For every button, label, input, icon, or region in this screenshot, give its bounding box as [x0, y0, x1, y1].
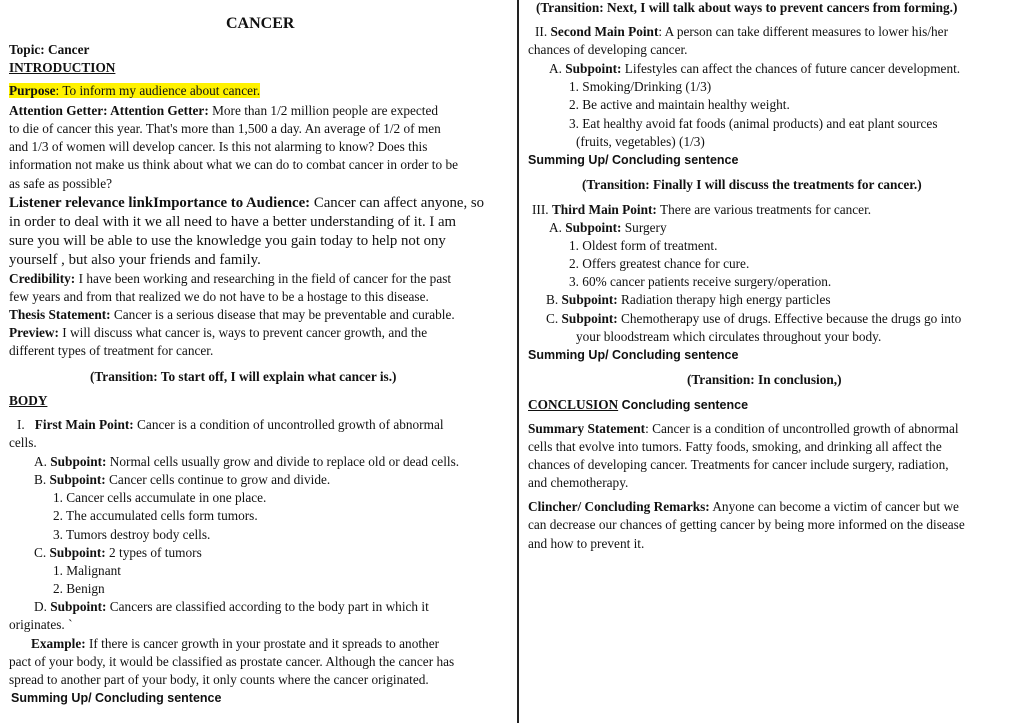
clincher-line-3: and how to prevent it. [528, 536, 645, 551]
example-label: Example: [31, 636, 86, 651]
example-line-2: pact of your body, it would be classified as prostate cancer. Although the cancer has [9, 654, 455, 669]
attention-getter [9, 103, 438, 119]
purpose-label: Purpose [9, 83, 56, 98]
preview-line-2: different types of treatment for cancer. [9, 343, 214, 358]
credibility-line-2: few years and from that realized we do not have to be a hostage to this disease. [9, 289, 429, 304]
subpoint-text: Radiation therapy high energy particles [617, 292, 831, 307]
second-main-point [535, 24, 948, 40]
relevance-text: Cancer can affect anyone, so [310, 195, 485, 211]
subpoint-b-treatment [546, 292, 831, 308]
subpoint-label: Subpoint: [565, 61, 622, 76]
subpoint-label: Subpoint: [50, 599, 107, 614]
subpoint-letter: B. [34, 472, 47, 487]
summary-text: : Cancer is a condition of uncontrolled growth of abnormal [645, 421, 959, 436]
transition-1: (Transition: To start off, I will explain what cancer is.) [90, 369, 397, 384]
summing-up-1: Summing Up/ Concluding sentence [11, 691, 222, 705]
subpoint-a [549, 61, 960, 77]
clincher-line-1 [528, 499, 959, 515]
credibility-text: I have been working and researching in the field of cancer for the past [75, 271, 452, 286]
summing-up-2: Summing Up/ Concluding sentence [528, 153, 739, 167]
conclusion-heading: CONCLUSION [528, 397, 619, 412]
summary-line-3: chances of developing cancer. Treatments for cancer include surgery, radiation, [528, 457, 949, 472]
list-item: 2. The accumulated cells form tumors. [53, 508, 258, 523]
summary-line-4: and chemotherapy. [528, 475, 629, 490]
main-point-label: Third Main Point: [551, 202, 657, 217]
subpoint-letter: D. [34, 599, 47, 614]
summing-up-3: Summing Up/ Concluding sentence [528, 348, 739, 362]
credibility-line-1 [9, 271, 451, 287]
main-point-number: II. [535, 24, 548, 39]
main-point-number: III. [532, 202, 549, 217]
main-point-text: There are various treatments for cancer. [656, 202, 872, 217]
relevance-line-2: in order to deal with it we all need to have a better understanding of it. I am [9, 214, 457, 230]
main-point-label: First Main Point: [34, 417, 134, 432]
subpoint-text: 2 types of tumors [105, 545, 202, 560]
subpoint-label: Subpoint: [561, 292, 618, 307]
subpoint-d-line-2: originates. ` [9, 617, 73, 632]
example-line-1 [31, 636, 439, 652]
relevance-label: Listener relevance linkImportance to Audience: [9, 195, 311, 211]
credibility-label: Credibility: [9, 271, 76, 286]
list-item: 1. Cancer cells accumulate in one place. [53, 490, 267, 505]
list-item: 3. Tumors destroy body cells. [53, 527, 211, 542]
topic-line: Topic: Cancer [9, 42, 90, 57]
subpoint-d [34, 599, 429, 615]
relevance-line-1 [9, 195, 484, 211]
thesis-label: Thesis Statement: [9, 307, 111, 322]
subpoint-text: Chemotherapy use of drugs. Effective because the drugs go into [617, 311, 962, 326]
example-text: If there is cancer growth in your prostate and it spreads to another [85, 636, 440, 651]
thesis-text: Cancer is a serious disease that may be preventable and curable. [110, 307, 455, 322]
subpoint-text: Lifestyles can affect the chances of future cancer development. [621, 61, 961, 76]
list-item: 3. 60% cancer patients receive surgery/operation. [569, 274, 832, 289]
list-item: 1. Malignant [53, 563, 121, 578]
body-heading: BODY [9, 393, 48, 408]
subpoint-label: Subpoint: [50, 454, 107, 469]
main-point-label: Second Main Point [550, 24, 659, 39]
attention-text: More than 1/2 million people are expected [208, 103, 439, 118]
subpoint-text: Normal cells usually grow and divide to replace old or dead cells. [106, 454, 460, 469]
introduction-heading: INTRODUCTION [9, 60, 116, 75]
purpose-line [9, 83, 260, 99]
main-point-text: Cancer is a condition of uncontrolled growth of abnormal [133, 417, 444, 432]
relevance-line-3: sure you will be able to use the knowledge you gain today to help not ony [9, 233, 446, 249]
relevance-line-4: yourself , but also your friends and family. [9, 252, 261, 268]
purpose-text: : To inform my audience about cancer. [55, 83, 261, 98]
summary-line-2: cells that evolve into tumors. Fatty foods, smoking, and drinking all affect the [528, 439, 942, 454]
subpoint-text: Cancer cells continue to grow and divide. [105, 472, 331, 487]
conclusion-heading-line [528, 397, 748, 413]
second-main-point-line-2: chances of developing cancer. [528, 42, 688, 57]
main-point-text: : A person can take different measures to lower his/her [658, 24, 948, 39]
document-title: CANCER [226, 15, 295, 32]
list-item: 3. Eat healthy avoid fat foods (animal products) and eat plant sources [569, 116, 938, 131]
attention-line-3: and 1/3 of women will develop cancer. Is this not alarming to know? Does this [9, 139, 428, 154]
first-main-point [17, 417, 444, 433]
list-item: 2. Benign [53, 581, 105, 596]
preview-line-1 [9, 325, 427, 341]
subpoint-text: Cancers are classified according to the body part in which it [106, 599, 429, 614]
transition-4: (Transition: In conclusion,) [687, 372, 842, 387]
right-column [519, 0, 1024, 723]
subpoint-letter: A. [549, 220, 562, 235]
subpoint-label: Subpoint: [49, 545, 106, 560]
subpoint-c-line-2: your bloodstream which circulates throughout your body. [576, 329, 882, 344]
subpoint-label: Subpoint: [561, 311, 618, 326]
summary-line-1 [528, 421, 959, 437]
clincher-label: Clincher/ Concluding Remarks: [528, 499, 710, 514]
list-item: 2. Be active and maintain healthy weight. [569, 97, 790, 112]
clincher-line-2: can decrease our chances of getting cancer by being more informed on the disease [528, 517, 965, 532]
main-point-number: I. [17, 417, 25, 432]
list-item: 2. Offers greatest chance for cure. [569, 256, 750, 271]
attention-line-2: to die of cancer this year. That's more than 1,500 a day. An average of 1/2 of men [9, 121, 441, 136]
subpoint-letter: C. [546, 311, 559, 326]
summary-label: Summary Statement [528, 421, 646, 436]
list-item: 1. Smoking/Drinking (1/3) [569, 79, 712, 94]
subpoint-a-treatment [549, 220, 667, 236]
subpoint-b [34, 472, 330, 488]
subpoint-text: Surgery [621, 220, 667, 235]
first-main-point-line-2: cells. [9, 435, 37, 450]
attention-line-4: information not make us think about what we can do to combat cancer in order to be [9, 157, 459, 172]
subpoint-label: Subpoint: [49, 472, 106, 487]
clincher-text: Anyone can become a victim of cancer but we [709, 499, 959, 514]
subpoint-c [34, 545, 202, 561]
attention-label: Attention Getter: Attention Getter: [9, 103, 209, 118]
example-line-3: spread to another part of your body, it only counts where the cancer originated. [9, 672, 429, 687]
subpoint-a [34, 454, 459, 470]
transition-2: (Transition: Next, I will talk about ways to prevent cancers from forming.) [536, 0, 958, 15]
subpoint-c-treatment [546, 311, 961, 327]
preview-label: Preview: [9, 325, 59, 340]
subpoint-letter: C. [34, 545, 47, 560]
subpoint-letter: A. [34, 454, 47, 469]
list-item: 1. Oldest form of treatment. [569, 238, 718, 253]
thesis-line [9, 307, 455, 323]
list-item-continued: (fruits, vegetables) (1/3) [576, 134, 705, 149]
conclusion-subheading: Concluding sentence [618, 398, 749, 412]
subpoint-letter: B. [546, 292, 559, 307]
subpoint-label: Subpoint: [565, 220, 622, 235]
third-main-point [532, 202, 871, 218]
transition-3: (Transition: Finally I will discuss the treatments for cancer.) [582, 177, 922, 192]
attention-line-5: as safe as possible? [9, 176, 113, 191]
subpoint-letter: A. [549, 61, 562, 76]
preview-text: I will discuss what cancer is, ways to prevent cancer growth, and the [58, 325, 428, 340]
